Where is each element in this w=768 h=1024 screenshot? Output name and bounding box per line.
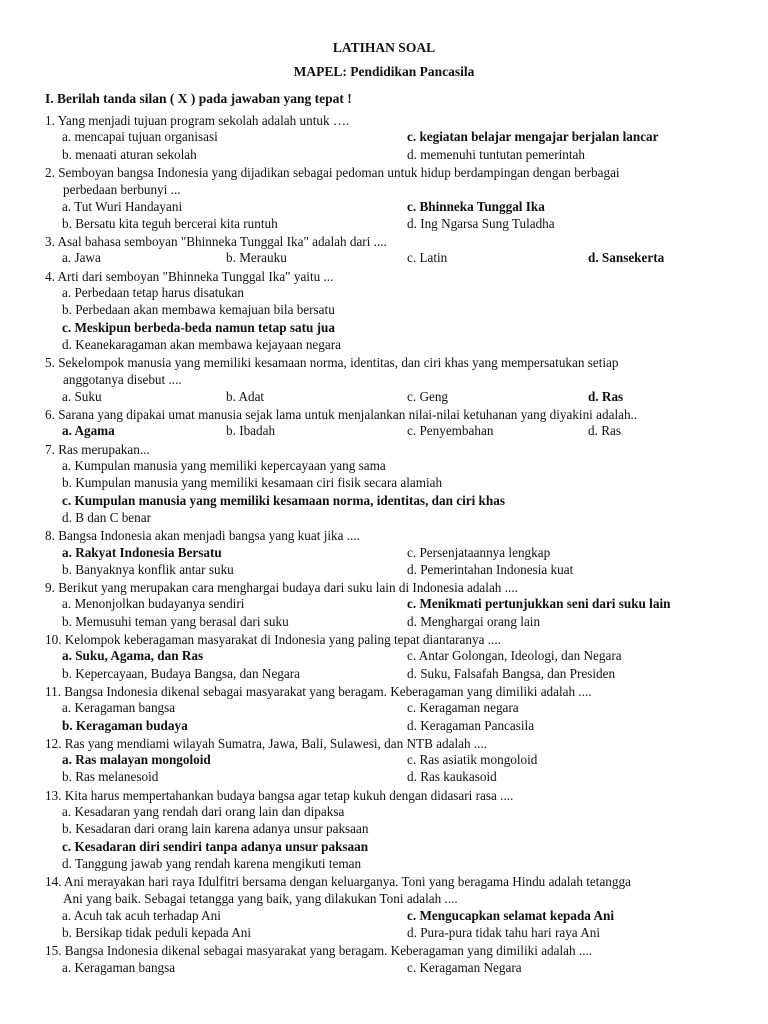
option-a[interactable]: a. Jawa (62, 250, 101, 266)
question-text: 3. Asal bahasa semboyan "Bhinneka Tunggal Ika" adalah dari .... (45, 234, 387, 250)
option-c[interactable]: c. Bhinneka Tunggal Ika (407, 198, 545, 214)
question-9 (45, 579, 735, 596)
question-text: 5. Sekelompok manusia yang memiliki kesamaan norma, identitas, dan ciri khas yang mempersatukan setiap (45, 355, 619, 371)
option-b[interactable]: b. Kepercayaan, Budaya Bangsa, dan Negara (62, 665, 300, 681)
question-text: 8. Bangsa Indonesia akan menjadi bangsa yang kuat jika .... (45, 528, 360, 544)
option-a[interactable]: a. Tut Wuri Handayani (62, 198, 183, 214)
question-2 (45, 164, 735, 199)
question-text: 2. Semboyan bangsa Indonesia yang dijadikan sebagai pedoman untuk hidup berdampingan dengan berbagai (45, 164, 620, 180)
question-text-continued: anggotanya disebut .... (63, 372, 182, 388)
option-b[interactable]: b. Kumpulan manusia yang memiliki kesamaan ciri fisik secara alamiah (62, 475, 443, 491)
question-5 (45, 354, 735, 389)
option-a[interactable]: a. Agama (62, 423, 115, 439)
question-10 (45, 631, 735, 648)
subject-title: MAPEL: Pendidikan Pancasila (293, 64, 475, 79)
option-b[interactable]: b. Bersikap tidak peduli kepada Ani (62, 925, 251, 941)
option-c[interactable]: c. Keragaman Negara (407, 959, 522, 975)
option-a[interactable]: a. Menonjolkan budayanya sendiri (62, 596, 245, 612)
option-d[interactable]: d. Pemerintahan Indonesia kuat (407, 561, 574, 577)
question-text: 12. Ras yang mendiami wilayah Sumatra, Jawa, Bali, Sulawesi, dan NTB adalah .... (45, 735, 488, 751)
option-a[interactable]: a. Kumpulan manusia yang memiliki kepercayaan yang sama (62, 458, 386, 473)
option-a[interactable]: a. Acuh tak acuh terhadap Ani (62, 907, 221, 923)
question-15 (45, 942, 735, 959)
option-c[interactable]: c. Latin (407, 250, 448, 266)
option-d[interactable]: d. Ras kaukasoid (407, 769, 497, 785)
option-a[interactable]: a. Keragaman bangsa (62, 959, 176, 975)
option-d[interactable]: d. Ras (588, 423, 621, 439)
question-text: 6. Sarana yang dipakai umat manusia sejak lama untuk menjalankan nilai-nilai ketuhanan yang diyakini adalah.. (45, 407, 638, 423)
option-c[interactable]: c. Keragaman negara (407, 700, 519, 716)
option-a[interactable]: a. Ras malayan mongoloid (62, 752, 211, 768)
option-c[interactable]: c. kegiatan belajar mengajar berjalan lancar (407, 129, 659, 145)
option-c[interactable]: c. Antar Golongan, Ideologi, dan Negara (407, 648, 622, 664)
option-c[interactable]: c. Meskipun berbeda-beda namun tetap satu jua (62, 319, 335, 335)
question-7 (45, 441, 735, 458)
question-8 (45, 527, 735, 544)
question-4 (45, 268, 735, 285)
option-b[interactable]: b. Ras melanesoid (62, 769, 159, 785)
option-b[interactable]: b. Adat (226, 388, 265, 404)
option-c[interactable]: c. Ras asiatik mongoloid (407, 752, 538, 768)
option-d[interactable]: d. Menghargai orang lain (407, 613, 541, 629)
question-1 (45, 112, 735, 129)
question-text: 7. Ras merupakan... (45, 441, 150, 457)
question-11 (45, 683, 735, 700)
option-c[interactable]: c. Kesadaran diri sendiri tanpa adanya unsur paksaan (62, 838, 369, 854)
option-d[interactable]: d. B dan C benar (62, 509, 151, 525)
option-c[interactable]: c. Kumpulan manusia yang memiliki kesamaan norma, identitas, dan ciri khas (62, 492, 505, 508)
option-a[interactable]: a. Kesadaran yang rendah dari orang lain dan dipaksa (62, 804, 345, 819)
question-14 (45, 873, 735, 908)
option-d[interactable]: d. Keanekaragaman akan membawa kejayaan negara (62, 336, 341, 352)
option-a[interactable]: a. Perbedaan tetap harus disatukan (62, 285, 244, 300)
question-text-continued: Ani yang baik. Sebagai tetangga yang baik, yang dilakukan Toni adalah .... (63, 891, 458, 907)
option-c[interactable]: c. Mengucapkan selamat kepada Ani (407, 907, 614, 923)
question-text: 11. Bangsa Indonesia dikenal sebagai masyarakat yang beragam. Keberagaman yang dimiliki adalah .... (45, 683, 592, 699)
option-d[interactable]: d. Keragaman Pancasila (407, 717, 535, 733)
option-d[interactable]: d. memenuhi tuntutan pemerintah (407, 146, 585, 162)
question-12 (45, 735, 735, 752)
question-text: 10. Kelompok keberagaman masyarakat di Indonesia yang paling tepat diantaranya .... (45, 632, 501, 647)
question-6 (45, 406, 735, 423)
option-c[interactable]: c. Geng (407, 388, 449, 404)
question-text: 9. Berikut yang merupakan cara menghargai budaya dari suku lain di Indonesia adalah .... (45, 580, 518, 596)
option-b[interactable]: b. menaati aturan sekolah (62, 146, 197, 162)
option-b[interactable]: b. Keragaman budaya (62, 717, 188, 733)
question-text: 1. Yang menjadi tujuan program sekolah adalah untuk …. (45, 113, 350, 128)
option-d[interactable]: d. Ras (588, 388, 624, 404)
question-text: 13. Kita harus mempertahankan budaya bangsa agar tetap kukuh dengan didasari rasa .... (45, 787, 514, 803)
option-a[interactable]: a. Suku (62, 388, 102, 404)
option-a[interactable]: a. Keragaman bangsa (62, 700, 176, 716)
option-b[interactable]: b. Perbedaan akan membawa kemajuan bila bersatu (62, 302, 335, 318)
option-b[interactable]: b. Merauku (226, 250, 287, 266)
option-c[interactable]: c. Persenjataannya lengkap (407, 544, 551, 560)
section-instruction: I. Berilah tanda silan ( X ) pada jawaban yang tepat ! (45, 91, 352, 106)
option-b[interactable]: b. Memusuhi teman yang berasal dari suku (62, 613, 289, 629)
question-3 (45, 233, 735, 250)
option-d[interactable]: d. Tanggung jawab yang rendah karena mengikuti teman (62, 855, 362, 871)
option-b[interactable]: b. Bersatu kita teguh bercerai kita runtuh (62, 215, 278, 231)
option-a[interactable]: a. Rakyat Indonesia Bersatu (62, 544, 222, 560)
option-b[interactable]: b. Ibadah (226, 423, 276, 439)
question-text: 15. Bangsa Indonesia dikenal sebagai masyarakat yang beragam. Keberagaman yang dimiliki adalah .... (45, 943, 593, 959)
option-d[interactable]: d. Suku, Falsafah Bangsa, dan Presiden (407, 665, 616, 681)
question-text-continued: perbedaan berbunyi ... (63, 182, 181, 198)
question-text: 14. Ani merayakan hari raya Idulfitri bersama dengan keluarganya. Toni yang beragama Hindu adalah tetangga (45, 874, 631, 890)
option-b[interactable]: b. Kesadaran dari orang lain karena adanya unsur paksaan (62, 821, 369, 837)
option-d[interactable]: d. Pura-pura tidak tahu hari raya Ani (407, 925, 600, 941)
worksheet-title: LATIHAN SOAL (332, 40, 436, 55)
question-text: 4. Arti dari semboyan "Bhinneka Tunggal Ika" yaitu ... (45, 268, 334, 284)
option-c[interactable]: c. Menikmati pertunjukkan seni dari suku lain (407, 596, 671, 612)
option-c[interactable]: c. Penyembahan (407, 423, 494, 439)
option-b[interactable]: b. Banyaknya konflik antar suku (62, 561, 234, 577)
option-d[interactable]: d. Ing Ngarsa Sung Tuladha (407, 215, 555, 231)
question-13 (45, 787, 735, 804)
option-a[interactable]: a. Suku, Agama, dan Ras (62, 648, 204, 664)
option-a[interactable]: a. mencapai tujuan organisasi (62, 129, 218, 145)
option-d[interactable]: d. Sansekerta (588, 250, 665, 266)
